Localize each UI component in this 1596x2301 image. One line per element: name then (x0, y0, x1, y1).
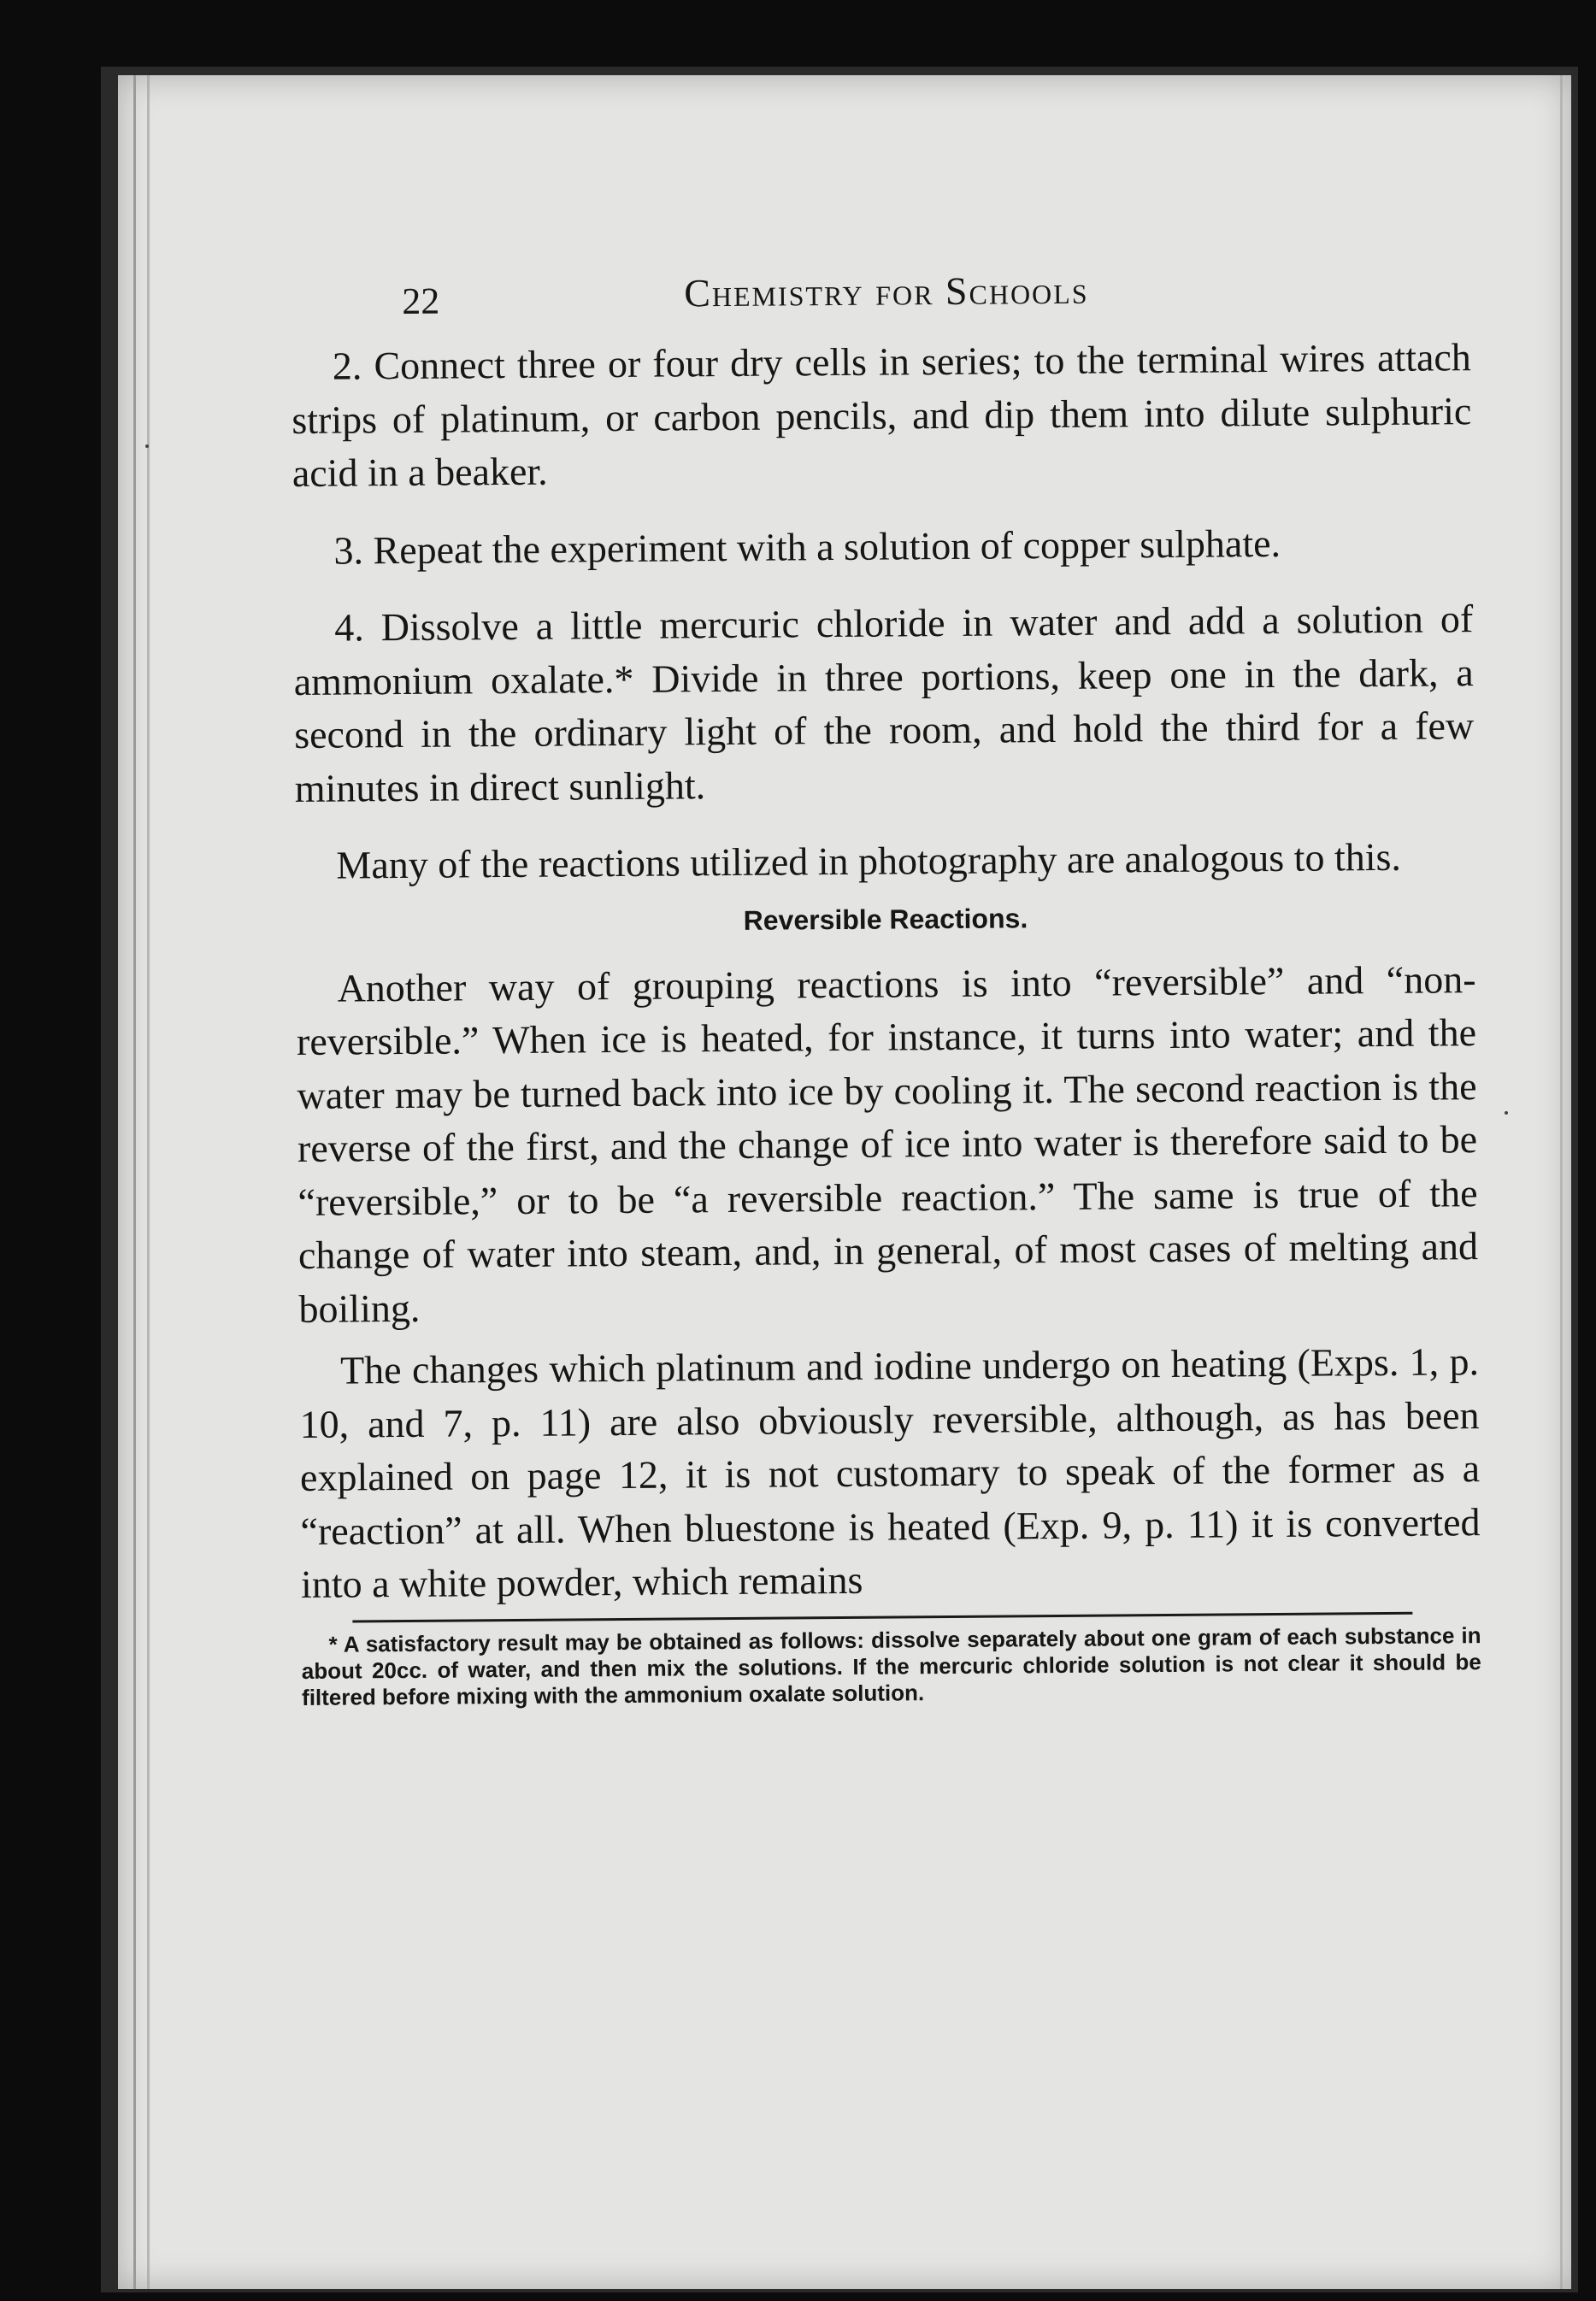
footnote: * A satisfactory result may be obtained as follows: dissolve separately about one gram of each substance in about 20cc. of water, and then mix the solutions. If the mercuric chloride solution is not clear it should be filtered before mixing with the ammonium oxalate solution. (301, 1621, 1481, 1710)
paragraph-step-2: 2. Connect three or four dry cells in series; to the terminal wires attach strips of platinum, or carbon pencils, and dip them into dilute sulphuric acid in a beaker. (292, 335, 1472, 495)
scan-speck (145, 444, 149, 448)
paragraph-photography: Many of the reactions utilized in photography are analogous to this. (336, 834, 1402, 887)
paragraph-step-4: 4. Dissolve a little mercuric chloride in water and add a solution of ammonium oxalate.* Divide in three portions, keep one in the dark, a second in the ordinary light of the room, and hold the third for a few minutes in direct sunlight. (293, 597, 1475, 810)
running-title: Chemistry for Schools (683, 268, 1089, 315)
page-text (291, 264, 1486, 2222)
page-number: 22 (402, 280, 440, 322)
paragraph-step-3: 3. Repeat the experiment with a solution of copper sulphate. (333, 521, 1281, 573)
scan-speck (1505, 1111, 1508, 1115)
paragraph-platinum-iodine: The changes which platinum and iodine undergo on heating (Exps. 1, p. 10, and 7, p. 11) are also obviously reversible, although, as has been explained on page 12, it is not customary to speak of the former as a “reaction” at all. When bluestone is heated (Exp. 9, p. 11) it is converted into a white powder, which remains (299, 1339, 1481, 1606)
page-edge-left (133, 75, 136, 2289)
page-edge-left-inner (147, 75, 150, 2289)
section-heading: Reversible Reactions. (743, 902, 1028, 936)
page-edge-right (1560, 75, 1563, 2289)
running-head (291, 264, 1470, 325)
footnote-rule (352, 1611, 1412, 1622)
paragraph-reversible: Another way of grouping reactions is into “reversible” and “non-reversible.” When ice is heated, for instance, it turns into water; and the water may be turned back into ice by cooling it. The second reaction is the reverse of the first, and the change of ice into water is therefore said to be “reversible,” or to be “a reversible reaction.” The same is true of the change of water into steam, and, in general, of most cases of melting and boiling. (296, 956, 1479, 1331)
